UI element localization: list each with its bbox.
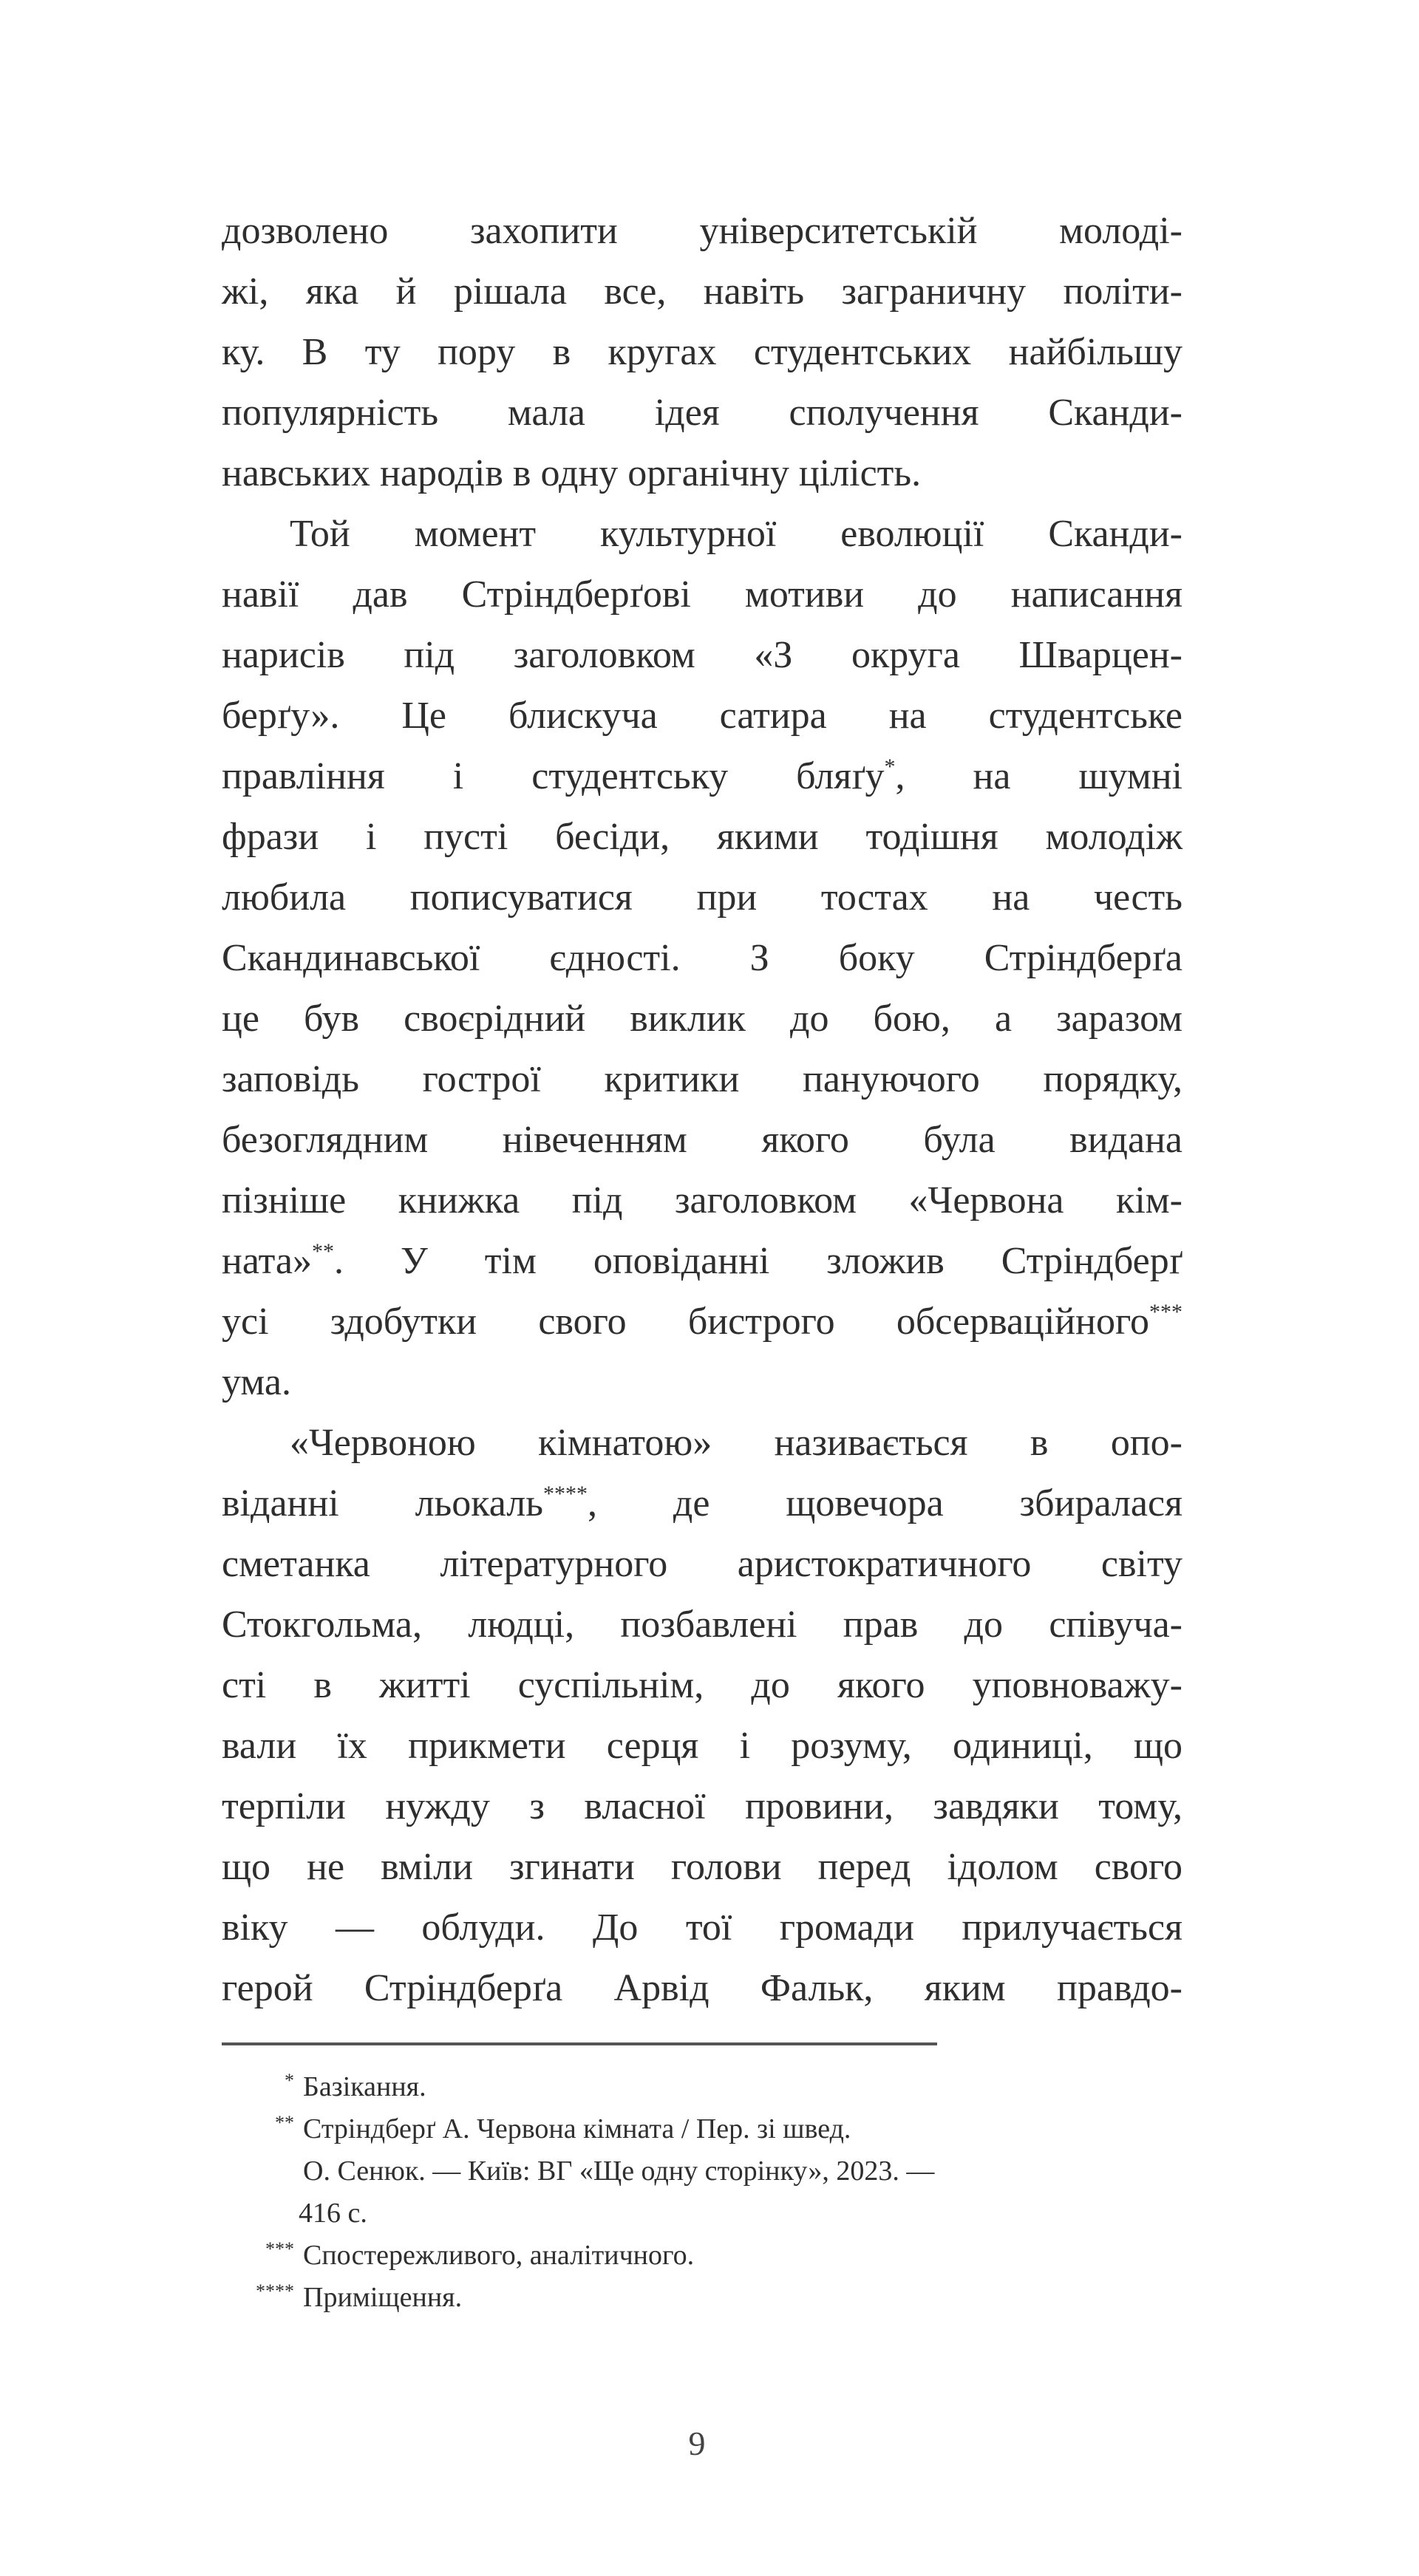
line-text: віданні льокаль xyxy=(222,1482,543,1524)
footnote-line: 416 с. xyxy=(299,2198,367,2229)
text-line xyxy=(222,1049,1182,1110)
page-number: 9 xyxy=(688,2425,706,2462)
line-text: терпіли нужду з власної провини, завдяки тому, xyxy=(222,1785,1182,1827)
line-text: фрази і пусті бесіди, якими тодішня молодіж xyxy=(222,816,1182,858)
text-line xyxy=(222,383,1182,443)
line-text: жі, яка й рішала все, навіть заграничну політи- xyxy=(222,270,1182,313)
line-text: сметанка літературного аристократичного світу xyxy=(222,1543,1182,1585)
text-line xyxy=(222,1595,1182,1655)
line-text: віку — облуди. До тої громади прилучається xyxy=(222,1907,1182,1949)
line-text: ната» xyxy=(222,1240,313,1282)
text-line xyxy=(222,322,1182,383)
text-line xyxy=(222,1655,1182,1716)
line-text: берґу». Це блискуча сатира на студентське xyxy=(222,695,1182,737)
text-line xyxy=(222,1716,1182,1776)
text-line xyxy=(222,1837,1182,1898)
line-text: Скандинавської єдності. З боку Стріндберґа xyxy=(222,937,1182,979)
text-line xyxy=(222,868,1182,928)
text-line xyxy=(222,1958,1182,2019)
footnote xyxy=(222,2108,1190,2235)
text-line xyxy=(222,1473,1182,1534)
line-text: Стокгольма, людці, позбавлені прав до співуча- xyxy=(222,1604,1182,1646)
text-line xyxy=(222,1231,1182,1292)
line-text: вали їх прикмети серця і розуму, одиниці, що xyxy=(222,1725,1182,1767)
line-text: ума. xyxy=(222,1361,291,1403)
text-line xyxy=(222,686,1182,746)
line-text: Той момент культурної еволюції Сканди- xyxy=(290,513,1182,555)
footnote-marker: * xyxy=(285,2070,294,2091)
line-text: пізніше книжка під заголовком «Червона кім- xyxy=(222,1179,1182,1221)
footnote-line: Базікання. xyxy=(303,2071,426,2102)
text-line xyxy=(222,989,1182,1049)
line-text: ку. В ту пору в кругах студентських найбільшу xyxy=(222,331,1182,373)
footnote-marker: **** xyxy=(256,2280,294,2302)
line-text: нарисів під заголовком «З округа Шварцен- xyxy=(222,634,1182,676)
text-line xyxy=(222,625,1182,686)
text-line xyxy=(222,1352,1182,1413)
text-line xyxy=(222,504,1182,565)
footnote-line: О. Сенюк. — Київ: ВГ «Ще одну сторінку», 2023. — xyxy=(303,2156,935,2187)
line-text: це був своєрідний виклик до бою, а заразом xyxy=(222,998,1182,1040)
text-line xyxy=(222,262,1182,322)
text-line xyxy=(222,807,1182,868)
footnote xyxy=(222,2066,1190,2108)
footnote xyxy=(222,2277,1190,2319)
line-text: герой Стріндберґа Арвід Фальк, яким правдо- xyxy=(222,1967,1182,2009)
text-line xyxy=(222,1110,1182,1171)
text-line xyxy=(222,1776,1182,1837)
footnote xyxy=(222,2235,1190,2277)
body-text xyxy=(222,201,1182,2019)
footnote-text xyxy=(303,2066,1190,2108)
footnote-marker: *** xyxy=(265,2238,294,2260)
text-line xyxy=(222,746,1182,807)
text-line xyxy=(222,565,1182,625)
line-text: популярність мала ідея сполучення Сканди- xyxy=(222,392,1182,434)
line-text: усі здобутки свого бистрого обсерваційного xyxy=(222,1301,1149,1343)
footnote-reference: ** xyxy=(312,1239,335,1264)
footnote-line: Спостережливого, аналітичного. xyxy=(303,2240,695,2271)
line-text: заповідь гострої критики пануючого порядку, xyxy=(222,1058,1182,1100)
line-text: любила пописуватися при тостах на честь xyxy=(222,876,1182,919)
footnote-text xyxy=(303,2277,1190,2319)
footnotes xyxy=(222,2066,1190,2319)
footnote-reference: * xyxy=(884,754,896,779)
footnote-divider xyxy=(222,2042,937,2045)
line-text: що не вміли згинати голови перед ідолом свого xyxy=(222,1846,1182,1888)
text-line xyxy=(222,928,1182,989)
line-text: , на шумні xyxy=(895,755,1182,797)
text-line xyxy=(222,1534,1182,1595)
footnote-text xyxy=(303,2235,1190,2277)
footnote-marker: ** xyxy=(275,2112,294,2133)
footnote-reference: *** xyxy=(1149,1300,1182,1324)
line-text: «Червоною кімнатою» називається в опо- xyxy=(290,1422,1182,1464)
footnote-line: Стріндберґ А. Червона кімната / Пер. зі швед. xyxy=(303,2113,851,2144)
line-text: безоглядним нівеченням якого була видана xyxy=(222,1119,1182,1161)
line-text: навських народів в одну органічну цілість. xyxy=(222,452,922,494)
footnote-text xyxy=(299,2108,1190,2235)
line-text: навії дав Стріндберґові мотиви до написання xyxy=(222,573,1182,616)
line-text: . У тім оповіданні зложив Стріндберґ xyxy=(334,1240,1182,1282)
text-line xyxy=(222,1413,1182,1473)
text-line xyxy=(222,443,1182,504)
line-text: сті в житті суспільнім, до якого уповноважу- xyxy=(222,1664,1182,1706)
text-line xyxy=(222,1171,1182,1231)
footnote-line: Приміщення. xyxy=(303,2282,463,2313)
line-text: правління і студентську бляґу xyxy=(222,755,885,797)
line-text: , де щовечора збиралася xyxy=(587,1482,1183,1524)
line-text: дозволено захопити університетській молоді- xyxy=(222,210,1182,252)
text-line xyxy=(222,1292,1182,1352)
text-line xyxy=(222,1898,1182,1958)
footnote-reference: **** xyxy=(542,1482,588,1506)
text-line xyxy=(222,201,1182,262)
